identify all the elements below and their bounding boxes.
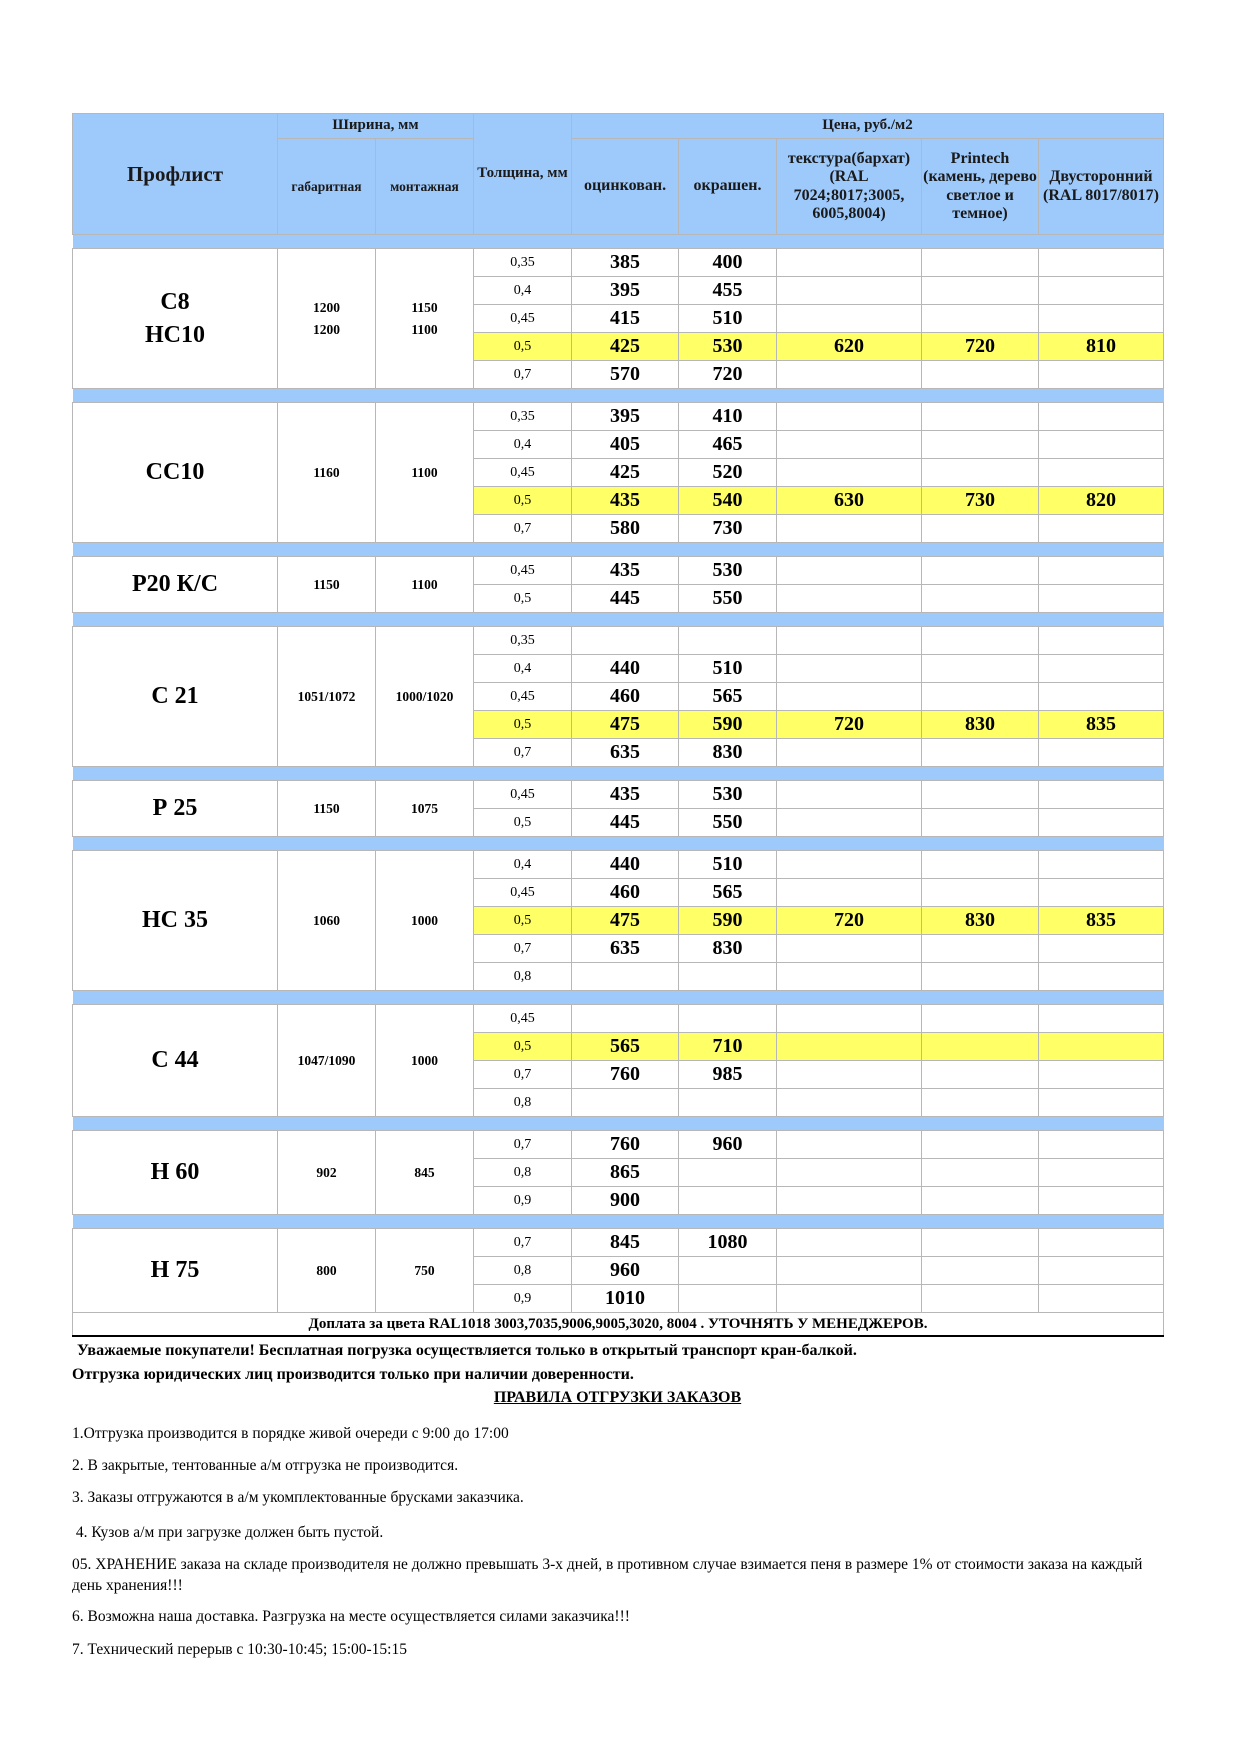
price-double-sided — [1039, 655, 1164, 683]
header-width: Ширина, мм — [278, 114, 474, 139]
price-galvanized — [572, 963, 679, 991]
price-painted: 410 — [679, 403, 777, 431]
profile-name: Р 25 — [73, 781, 278, 837]
price-painted: 1080 — [679, 1229, 777, 1257]
price-painted: 710 — [679, 1033, 777, 1061]
header-thickness: Толщина, мм — [474, 114, 572, 235]
price-galvanized: 445 — [572, 585, 679, 613]
price-texture: 720 — [777, 907, 922, 935]
group-separator — [73, 837, 1164, 851]
width-overall: 1200 1200 — [278, 249, 376, 389]
price-galvanized: 460 — [572, 683, 679, 711]
price-painted: 830 — [679, 739, 777, 767]
rule-item: 4. Кузов а/м при загрузке должен быть пустой. — [72, 1524, 384, 1541]
price-double-sided — [1039, 431, 1164, 459]
price-texture — [777, 557, 922, 585]
price-printech — [922, 627, 1039, 655]
price-texture — [777, 963, 922, 991]
width-mount: 1000 — [376, 1005, 474, 1117]
thickness-cell: 0,5 — [474, 907, 572, 935]
profile-name: С8 НС10 — [73, 249, 278, 389]
profile-name: Н 75 — [73, 1229, 278, 1313]
table-row — [73, 851, 1164, 879]
price-texture — [777, 1061, 922, 1089]
price-galvanized: 425 — [572, 459, 679, 487]
customer-notice — [72, 1339, 1163, 1387]
separator-bar — [73, 767, 1164, 781]
table-row — [73, 1229, 1164, 1257]
width-overall: 1051/1072 — [278, 627, 376, 767]
price-double-sided — [1039, 515, 1164, 543]
thickness-cell: 0,7 — [474, 935, 572, 963]
group-separator — [73, 1215, 1164, 1229]
price-galvanized: 435 — [572, 781, 679, 809]
group-separator — [73, 1117, 1164, 1131]
thickness-cell: 0,5 — [474, 1033, 572, 1061]
price-painted — [679, 1089, 777, 1117]
price-painted: 520 — [679, 459, 777, 487]
price-double-sided — [1039, 557, 1164, 585]
price-galvanized — [572, 627, 679, 655]
price-galvanized: 845 — [572, 1229, 679, 1257]
rule-item: 3. Заказы отгружаются в а/м укомплектованные брусками заказчика. — [72, 1489, 524, 1506]
header-price: Цена, руб./м2 — [572, 114, 1164, 139]
price-texture — [777, 1159, 922, 1187]
price-galvanized: 385 — [572, 249, 679, 277]
price-painted: 830 — [679, 935, 777, 963]
price-galvanized: 440 — [572, 851, 679, 879]
price-double-sided — [1039, 249, 1164, 277]
price-painted: 400 — [679, 249, 777, 277]
price-galvanized: 425 — [572, 333, 679, 361]
group-separator — [73, 235, 1164, 249]
price-texture — [777, 1285, 922, 1313]
price-texture — [777, 683, 922, 711]
price-printech — [922, 781, 1039, 809]
thickness-cell: 0,35 — [474, 627, 572, 655]
price-double-sided — [1039, 1033, 1164, 1061]
separator-bar — [73, 991, 1164, 1005]
price-galvanized: 1010 — [572, 1285, 679, 1313]
thickness-cell: 0,8 — [474, 1257, 572, 1285]
thickness-cell: 0,5 — [474, 585, 572, 613]
thickness-cell: 0,45 — [474, 557, 572, 585]
width-overall: 1060 — [278, 851, 376, 991]
width-mount: 1000/1020 — [376, 627, 474, 767]
price-painted: 565 — [679, 683, 777, 711]
price-texture — [777, 403, 922, 431]
price-galvanized: 445 — [572, 809, 679, 837]
price-double-sided — [1039, 851, 1164, 879]
price-painted: 960 — [679, 1131, 777, 1159]
separator-bar — [73, 837, 1164, 851]
profile-name: С 44 — [73, 1005, 278, 1117]
price-double-sided — [1039, 963, 1164, 991]
price-painted: 720 — [679, 361, 777, 389]
price-galvanized: 435 — [572, 487, 679, 515]
price-painted — [679, 1005, 777, 1033]
price-printech — [922, 1257, 1039, 1285]
price-texture — [777, 1033, 922, 1061]
price-texture — [777, 1005, 922, 1033]
price-double-sided — [1039, 627, 1164, 655]
thickness-cell: 0,8 — [474, 1089, 572, 1117]
price-double-sided: 820 — [1039, 487, 1164, 515]
price-printech — [922, 935, 1039, 963]
price-painted: 985 — [679, 1061, 777, 1089]
table-row — [73, 781, 1164, 809]
price-printech — [922, 403, 1039, 431]
group-separator — [73, 613, 1164, 627]
price-double-sided: 835 — [1039, 907, 1164, 935]
price-galvanized: 760 — [572, 1131, 679, 1159]
price-double-sided — [1039, 809, 1164, 837]
price-printech: 830 — [922, 711, 1039, 739]
width-overall: 1047/1090 — [278, 1005, 376, 1117]
price-printech — [922, 557, 1039, 585]
price-painted — [679, 1257, 777, 1285]
separator-bar — [73, 1117, 1164, 1131]
price-galvanized: 435 — [572, 557, 679, 585]
price-printech — [922, 683, 1039, 711]
price-painted — [679, 963, 777, 991]
price-printech: 720 — [922, 333, 1039, 361]
table-row — [73, 1131, 1164, 1159]
thickness-cell: 0,35 — [474, 249, 572, 277]
thickness-cell: 0,4 — [474, 655, 572, 683]
table-row — [73, 557, 1164, 585]
price-texture — [777, 431, 922, 459]
width-overall: 902 — [278, 1131, 376, 1215]
price-double-sided — [1039, 1285, 1164, 1313]
price-printech: 830 — [922, 907, 1039, 935]
price-printech — [922, 361, 1039, 389]
price-printech — [922, 1089, 1039, 1117]
price-printech — [922, 851, 1039, 879]
thickness-cell: 0,7 — [474, 1061, 572, 1089]
price-painted: 540 — [679, 487, 777, 515]
price-double-sided — [1039, 1257, 1164, 1285]
price-painted: 550 — [679, 809, 777, 837]
rules-list — [72, 1423, 1163, 1660]
price-texture — [777, 249, 922, 277]
price-painted: 455 — [679, 277, 777, 305]
group-separator — [73, 767, 1164, 781]
thickness-cell: 0,7 — [474, 515, 572, 543]
price-table-body — [73, 114, 1164, 1313]
group-separator — [73, 389, 1164, 403]
price-painted — [679, 1159, 777, 1187]
rule-item: 05. ХРАНЕНИЕ заказа на складе производителя не должно превышать 3-х дней, в противном случае взимается пеня в размере 1% от стоимости заказа на каждый день хранения!!! — [72, 1556, 1143, 1594]
width-mount: 1000 — [376, 851, 474, 991]
price-double-sided — [1039, 361, 1164, 389]
separator-bar — [73, 389, 1164, 403]
thickness-cell: 0,45 — [474, 459, 572, 487]
price-painted: 530 — [679, 557, 777, 585]
width-mount: 1100 — [376, 557, 474, 613]
notice-loading: Уважаемые покупатели! Бесплатная погрузка осуществляется только в открытый транспорт кран-балкой. — [77, 1342, 857, 1359]
price-texture — [777, 935, 922, 963]
price-galvanized: 475 — [572, 711, 679, 739]
thickness-cell: 0,4 — [474, 277, 572, 305]
header-painted: окрашен. — [679, 139, 777, 235]
price-texture — [777, 1187, 922, 1215]
price-galvanized: 395 — [572, 277, 679, 305]
price-texture — [777, 277, 922, 305]
price-texture — [777, 515, 922, 543]
price-painted: 510 — [679, 305, 777, 333]
table-row — [73, 627, 1164, 655]
width-mount: 1150 1100 — [376, 249, 474, 389]
price-printech — [922, 809, 1039, 837]
price-list-sheet — [72, 113, 1163, 1660]
price-double-sided — [1039, 1089, 1164, 1117]
width-overall: 1150 — [278, 781, 376, 837]
price-painted: 465 — [679, 431, 777, 459]
price-galvanized: 635 — [572, 739, 679, 767]
price-double-sided — [1039, 305, 1164, 333]
price-galvanized: 760 — [572, 1061, 679, 1089]
table-row — [73, 249, 1164, 277]
price-printech — [922, 655, 1039, 683]
thickness-cell: 0,7 — [474, 361, 572, 389]
price-texture — [777, 361, 922, 389]
price-texture — [777, 305, 922, 333]
rules-title: ПРАВИЛА ОТГРУЗКИ ЗАКАЗОВ — [493, 1389, 742, 1406]
thickness-cell: 0,8 — [474, 963, 572, 991]
thickness-cell: 0,45 — [474, 781, 572, 809]
header-profile: Профлист — [73, 114, 278, 235]
price-painted: 530 — [679, 333, 777, 361]
profile-name: СС10 — [73, 403, 278, 543]
thickness-cell: 0,5 — [474, 809, 572, 837]
price-galvanized: 565 — [572, 1033, 679, 1061]
price-printech — [922, 739, 1039, 767]
price-double-sided — [1039, 403, 1164, 431]
price-galvanized — [572, 1005, 679, 1033]
price-table — [72, 113, 1164, 1337]
price-double-sided: 810 — [1039, 333, 1164, 361]
price-galvanized: 440 — [572, 655, 679, 683]
price-double-sided — [1039, 277, 1164, 305]
thickness-cell: 0,45 — [474, 305, 572, 333]
profile-name: С 21 — [73, 627, 278, 767]
price-galvanized: 635 — [572, 935, 679, 963]
profile-name: НС 35 — [73, 851, 278, 991]
group-separator — [73, 543, 1164, 557]
price-texture — [777, 781, 922, 809]
price-texture — [777, 1229, 922, 1257]
price-texture — [777, 851, 922, 879]
price-printech — [922, 1229, 1039, 1257]
price-galvanized: 475 — [572, 907, 679, 935]
price-galvanized: 900 — [572, 1187, 679, 1215]
price-printech — [922, 431, 1039, 459]
thickness-cell: 0,9 — [474, 1285, 572, 1313]
thickness-cell: 0,9 — [474, 1187, 572, 1215]
price-printech — [922, 1033, 1039, 1061]
price-texture — [777, 739, 922, 767]
header-width-overall: габаритная — [278, 139, 376, 235]
header-printech: Printech (камень, дерево светлое и темное) — [922, 139, 1039, 235]
price-galvanized — [572, 1089, 679, 1117]
thickness-cell: 0,45 — [474, 879, 572, 907]
price-texture: 620 — [777, 333, 922, 361]
price-double-sided — [1039, 585, 1164, 613]
profile-name: Р20 К/С — [73, 557, 278, 613]
header-texture: текстура(бархат) (RAL 7024;8017;3005, 6005,8004) — [777, 139, 922, 235]
price-painted: 590 — [679, 711, 777, 739]
price-painted: 565 — [679, 879, 777, 907]
price-double-sided — [1039, 459, 1164, 487]
price-printech — [922, 585, 1039, 613]
notice-legal-entities: Отгрузка юридических лиц производится только при наличии доверенности. — [72, 1366, 634, 1383]
thickness-cell: 0,8 — [474, 1159, 572, 1187]
price-double-sided: 835 — [1039, 711, 1164, 739]
price-printech — [922, 1131, 1039, 1159]
price-texture — [777, 879, 922, 907]
price-texture: 720 — [777, 711, 922, 739]
price-texture — [777, 1089, 922, 1117]
width-overall: 1150 — [278, 557, 376, 613]
price-texture — [777, 585, 922, 613]
price-double-sided — [1039, 739, 1164, 767]
separator-bar — [73, 613, 1164, 627]
header-double-sided: Двусторонний (RAL 8017/8017) — [1039, 139, 1164, 235]
price-galvanized: 415 — [572, 305, 679, 333]
width-mount: 750 — [376, 1229, 474, 1313]
price-double-sided — [1039, 935, 1164, 963]
price-printech — [922, 1061, 1039, 1089]
header-row-top — [73, 114, 1164, 139]
price-texture — [777, 627, 922, 655]
price-double-sided — [1039, 1005, 1164, 1033]
price-double-sided — [1039, 781, 1164, 809]
price-double-sided — [1039, 1061, 1164, 1089]
group-separator — [73, 991, 1164, 1005]
price-double-sided — [1039, 879, 1164, 907]
rule-item: 2. В закрытые, тентованные а/м отгрузка не производится. — [72, 1457, 459, 1474]
price-double-sided — [1039, 1159, 1164, 1187]
thickness-cell: 0,35 — [474, 403, 572, 431]
price-painted — [679, 1285, 777, 1313]
width-overall: 1160 — [278, 403, 376, 543]
price-galvanized: 865 — [572, 1159, 679, 1187]
price-double-sided — [1039, 1187, 1164, 1215]
price-painted: 510 — [679, 655, 777, 683]
price-galvanized: 405 — [572, 431, 679, 459]
price-printech — [922, 1285, 1039, 1313]
price-double-sided — [1039, 1131, 1164, 1159]
width-mount: 1075 — [376, 781, 474, 837]
price-texture — [777, 459, 922, 487]
separator-bar — [73, 235, 1164, 249]
price-painted: 550 — [679, 585, 777, 613]
price-printech: 730 — [922, 487, 1039, 515]
thickness-cell: 0,4 — [474, 431, 572, 459]
price-painted: 590 — [679, 907, 777, 935]
color-surcharge-note: Доплата за цвета RAL1018 3003,7035,9006,9005,3020, 8004 . УТОЧНЯТЬ У МЕНЕДЖЕРОВ. — [73, 1313, 1164, 1337]
price-galvanized: 570 — [572, 361, 679, 389]
price-galvanized: 460 — [572, 879, 679, 907]
thickness-cell: 0,7 — [474, 1229, 572, 1257]
price-double-sided — [1039, 683, 1164, 711]
price-texture — [777, 1131, 922, 1159]
header-width-mount: монтажная — [376, 139, 474, 235]
price-painted — [679, 627, 777, 655]
price-printech — [922, 515, 1039, 543]
thickness-cell: 0,5 — [474, 333, 572, 361]
separator-bar — [73, 543, 1164, 557]
table-row — [73, 1005, 1164, 1033]
thickness-cell: 0,5 — [474, 487, 572, 515]
price-texture — [777, 655, 922, 683]
price-galvanized: 580 — [572, 515, 679, 543]
thickness-cell: 0,5 — [474, 711, 572, 739]
price-printech — [922, 1159, 1039, 1187]
thickness-cell: 0,45 — [474, 683, 572, 711]
table-row — [73, 403, 1164, 431]
price-printech — [922, 277, 1039, 305]
width-mount: 1100 — [376, 403, 474, 543]
price-painted — [679, 1187, 777, 1215]
thickness-cell: 0,4 — [474, 851, 572, 879]
price-texture — [777, 809, 922, 837]
price-painted: 530 — [679, 781, 777, 809]
price-printech — [922, 1005, 1039, 1033]
header-galvanized: оцинкован. — [572, 139, 679, 235]
price-texture — [777, 1257, 922, 1285]
price-texture: 630 — [777, 487, 922, 515]
thickness-cell: 0,45 — [474, 1005, 572, 1033]
price-painted: 730 — [679, 515, 777, 543]
footnote-row — [73, 1313, 1164, 1337]
rule-item: 7. Технический перерыв с 10:30-10:45; 15:00-15:15 — [72, 1641, 407, 1658]
price-galvanized: 395 — [572, 403, 679, 431]
price-printech — [922, 305, 1039, 333]
price-printech — [922, 963, 1039, 991]
price-painted: 510 — [679, 851, 777, 879]
price-galvanized: 960 — [572, 1257, 679, 1285]
price-printech — [922, 249, 1039, 277]
price-printech — [922, 1187, 1039, 1215]
rule-item: 6. Возможна наша доставка. Разгрузка на месте осуществляется силами заказчика!!! — [72, 1608, 630, 1625]
separator-bar — [73, 1215, 1164, 1229]
thickness-cell: 0,7 — [474, 739, 572, 767]
price-double-sided — [1039, 1229, 1164, 1257]
thickness-cell: 0,7 — [474, 1131, 572, 1159]
price-printech — [922, 459, 1039, 487]
rule-item: 1.Отгрузка производится в порядке живой очереди с 9:00 до 17:00 — [72, 1425, 509, 1442]
width-overall: 800 — [278, 1229, 376, 1313]
profile-name: Н 60 — [73, 1131, 278, 1215]
width-mount: 845 — [376, 1131, 474, 1215]
price-printech — [922, 879, 1039, 907]
